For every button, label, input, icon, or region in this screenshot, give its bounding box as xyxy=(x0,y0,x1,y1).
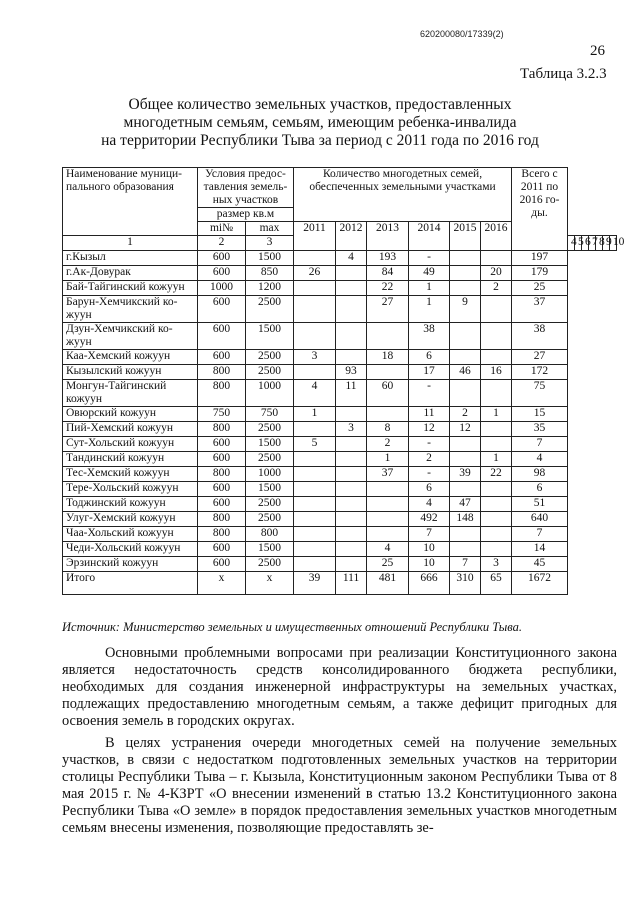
cell-max: 2500 xyxy=(246,452,294,467)
totals-row xyxy=(63,572,617,595)
cell-total: 4 xyxy=(512,452,568,467)
cell-2011 xyxy=(294,467,336,482)
cell-2014: 17 xyxy=(409,365,450,380)
cell-2011 xyxy=(294,323,336,350)
table-row xyxy=(63,557,617,572)
totals-2012: 111 xyxy=(336,572,367,595)
cell-total: 6 xyxy=(512,482,568,497)
cell-2014: 12 xyxy=(409,422,450,437)
header-conditions: Условия предос-тавления земель-ных участков xyxy=(198,168,294,208)
cell-2015 xyxy=(450,266,481,281)
totals-2016: 65 xyxy=(481,572,512,595)
cell-total: 14 xyxy=(512,542,568,557)
title-line: на территории Республики Тыва за период с 2011 года по 2016 год xyxy=(101,132,539,149)
cell-2016 xyxy=(481,422,512,437)
cell-total: 25 xyxy=(512,281,568,296)
cell-2013: 4 xyxy=(367,542,409,557)
cell-2016: 1 xyxy=(481,452,512,467)
cell-2016 xyxy=(481,296,512,323)
document-id: 620200080/17339(2) xyxy=(420,29,504,39)
cell-2013: 193 xyxy=(367,251,409,266)
cell-max: 2500 xyxy=(246,497,294,512)
cell-2013: 37 xyxy=(367,467,409,482)
cell-max: 750 xyxy=(246,407,294,422)
cell-2016 xyxy=(481,251,512,266)
cell-2015 xyxy=(450,482,481,497)
cell-2014: 1 xyxy=(409,296,450,323)
cell-2013 xyxy=(367,527,409,542)
header-year: 2014 xyxy=(409,222,450,251)
title-line: многодетным семьям, семьям, имеющим ребенка-инвалида xyxy=(123,114,517,131)
cell-2016 xyxy=(481,542,512,557)
cell-2016: 16 xyxy=(481,365,512,380)
cell-2016 xyxy=(481,380,512,407)
column-number: 1 xyxy=(63,236,198,251)
cell-max: 2500 xyxy=(246,296,294,323)
cell-2014: 6 xyxy=(409,482,450,497)
cell-2013 xyxy=(367,512,409,527)
title-line: Общее количество земельных участков, предоставленных xyxy=(128,96,512,113)
cell-name: Каа-Хемский кожуун xyxy=(63,350,198,365)
cell-2016 xyxy=(481,527,512,542)
cell-min: 800 xyxy=(198,365,246,380)
cell-min: 600 xyxy=(198,266,246,281)
cell-2012: 93 xyxy=(336,365,367,380)
cell-2014: 492 xyxy=(409,512,450,527)
cell-name: Тандинский кожуун xyxy=(63,452,198,467)
totals-2013: 481 xyxy=(367,572,409,595)
cell-2016: 3 xyxy=(481,557,512,572)
cell-min: 1000 xyxy=(198,281,246,296)
cell-2012 xyxy=(336,323,367,350)
cell-max: 1500 xyxy=(246,323,294,350)
header-municipality: Наименование муници-пального образования xyxy=(63,168,198,236)
table-row xyxy=(63,437,617,452)
cell-name: Чеди-Хольский кожуун xyxy=(63,542,198,557)
table-row xyxy=(63,527,617,542)
cell-2013: 27 xyxy=(367,296,409,323)
body-paragraph: Основными проблемными вопросами при реализации Конституционного закона является недостаточность средств консолидированного бюджета республики, необходимых для создания инженерной инфраструктуры на земельных участках, подлежащих предоставлению многодетным семьям, а также дефицит пригодных для освоения земель в городских округах. xyxy=(62,645,617,729)
cell-2012 xyxy=(336,467,367,482)
cell-2011 xyxy=(294,422,336,437)
page-number: 26 xyxy=(590,43,605,59)
cell-2011 xyxy=(294,296,336,323)
cell-2014: 2 xyxy=(409,452,450,467)
cell-2014: 11 xyxy=(409,407,450,422)
cell-2012: 3 xyxy=(336,422,367,437)
cell-2016 xyxy=(481,482,512,497)
cell-2015: 46 xyxy=(450,365,481,380)
cell-total: 37 xyxy=(512,296,568,323)
cell-max: 1200 xyxy=(246,281,294,296)
cell-2013: 1 xyxy=(367,452,409,467)
cell-max: 2500 xyxy=(246,422,294,437)
cell-2015: 9 xyxy=(450,296,481,323)
cell-min: 600 xyxy=(198,542,246,557)
cell-2015: 148 xyxy=(450,512,481,527)
cell-min: 600 xyxy=(198,482,246,497)
cell-min: 600 xyxy=(198,296,246,323)
cell-2014: 10 xyxy=(409,557,450,572)
cell-name: Эрзинский кожуун xyxy=(63,557,198,572)
cell-2011 xyxy=(294,251,336,266)
cell-2012 xyxy=(336,527,367,542)
cell-2015: 12 xyxy=(450,422,481,437)
cell-2013: 60 xyxy=(367,380,409,407)
cell-total: 15 xyxy=(512,407,568,422)
cell-2014: 38 xyxy=(409,323,450,350)
totals-max: х xyxy=(246,572,294,595)
cell-min: 800 xyxy=(198,527,246,542)
cell-2015: 2 xyxy=(450,407,481,422)
cell-2011 xyxy=(294,452,336,467)
table-row xyxy=(63,323,617,350)
cell-total: 75 xyxy=(512,380,568,407)
cell-2015 xyxy=(450,452,481,467)
cell-2012 xyxy=(336,482,367,497)
cell-2015 xyxy=(450,437,481,452)
cell-2012 xyxy=(336,542,367,557)
cell-min: 600 xyxy=(198,437,246,452)
table-row xyxy=(63,380,617,407)
header-year: 2016 xyxy=(481,222,512,251)
cell-2013 xyxy=(367,482,409,497)
cell-name: Овюрский кожуун xyxy=(63,407,198,422)
table-row xyxy=(63,497,617,512)
table-row xyxy=(63,365,617,380)
cell-2012: 11 xyxy=(336,380,367,407)
cell-min: 600 xyxy=(198,323,246,350)
cell-2015: 7 xyxy=(450,557,481,572)
cell-2013: 8 xyxy=(367,422,409,437)
cell-2012 xyxy=(336,407,367,422)
cell-name: Тере-Хольский кожуун xyxy=(63,482,198,497)
header-count: Количество многодетных семей, обеспеченных земельными участками xyxy=(294,168,512,222)
cell-2015 xyxy=(450,350,481,365)
cell-2011 xyxy=(294,512,336,527)
cell-2014: 7 xyxy=(409,527,450,542)
cell-2016: 22 xyxy=(481,467,512,482)
cell-name: г.Ак-Довурак xyxy=(63,266,198,281)
column-number: 7 xyxy=(588,236,595,251)
cell-2013: 84 xyxy=(367,266,409,281)
cell-total: 38 xyxy=(512,323,568,350)
cell-2013: 18 xyxy=(367,350,409,365)
cell-2013 xyxy=(367,365,409,380)
cell-2012 xyxy=(336,557,367,572)
cell-2016 xyxy=(481,350,512,365)
column-number: 5 xyxy=(575,236,582,251)
cell-2012 xyxy=(336,512,367,527)
cell-min: 800 xyxy=(198,512,246,527)
cell-max: 850 xyxy=(246,266,294,281)
cell-max: 2500 xyxy=(246,350,294,365)
table-row xyxy=(63,452,617,467)
cell-min: 600 xyxy=(198,557,246,572)
cell-2011 xyxy=(294,497,336,512)
table-row xyxy=(63,350,617,365)
cell-name: Сут-Хольский кожуун xyxy=(63,437,198,452)
body-paragraph: В целях устранения очереди многодетных семей на получение земельных участков, в связи с недостатком подготовленных земельных участков на территории столицы Республики Тыва – г. Кызыла, Конституционным законом Республики Тыва от 8 мая 2015 г. № 4-КЗРТ «О внесении изменений в статью 13.2 Конституционного закона Республики Тыва «О земле» в порядок предоставления земельных участков многодетным семьям внесены изменения, позволяющие предоставлять зе- xyxy=(62,735,617,836)
cell-2011: 1 xyxy=(294,407,336,422)
cell-2014: 6 xyxy=(409,350,450,365)
column-number: 2 xyxy=(198,236,246,251)
cell-2012 xyxy=(336,452,367,467)
source-note: Источник: Министерство земельных и имущественных отношений Республики Тыва. xyxy=(62,620,522,634)
totals-min: х xyxy=(198,572,246,595)
cell-2016 xyxy=(481,512,512,527)
cell-min: 800 xyxy=(198,380,246,407)
totals-2014: 666 xyxy=(409,572,450,595)
table-row xyxy=(63,407,617,422)
cell-2014: 49 xyxy=(409,266,450,281)
cell-2015: 47 xyxy=(450,497,481,512)
cell-2012 xyxy=(336,266,367,281)
cell-max: 2500 xyxy=(246,557,294,572)
table-row xyxy=(63,482,617,497)
cell-2015 xyxy=(450,323,481,350)
cell-2014: - xyxy=(409,251,450,266)
cell-total: 172 xyxy=(512,365,568,380)
table-row xyxy=(63,281,617,296)
cell-total: 197 xyxy=(512,251,568,266)
cell-2014: 10 xyxy=(409,542,450,557)
cell-2012 xyxy=(336,296,367,323)
cell-total: 35 xyxy=(512,422,568,437)
cell-2012 xyxy=(336,281,367,296)
cell-2013 xyxy=(367,323,409,350)
cell-2015 xyxy=(450,251,481,266)
cell-name: Тес-Хемский кожуун xyxy=(63,467,198,482)
cell-2011: 4 xyxy=(294,380,336,407)
cell-2016 xyxy=(481,437,512,452)
cell-min: 600 xyxy=(198,452,246,467)
table-row xyxy=(63,512,617,527)
cell-min: 600 xyxy=(198,350,246,365)
cell-name: Улуг-Хемский кожуун xyxy=(63,512,198,527)
table-row xyxy=(63,296,617,323)
cell-2011 xyxy=(294,527,336,542)
table-row xyxy=(63,251,617,266)
land-plots-table xyxy=(62,167,625,595)
totals-2011: 39 xyxy=(294,572,336,595)
cell-name: Пий-Хемский кожуун xyxy=(63,422,198,437)
cell-2011 xyxy=(294,557,336,572)
header-total: Всего с 2011 по 2016 го-ды. xyxy=(512,168,568,251)
table-number: Таблица 3.2.3 xyxy=(520,66,607,82)
cell-2013: 25 xyxy=(367,557,409,572)
cell-2016: 20 xyxy=(481,266,512,281)
cell-2015: 39 xyxy=(450,467,481,482)
cell-2016: 2 xyxy=(481,281,512,296)
column-number: 10 xyxy=(609,236,616,251)
cell-2014: - xyxy=(409,467,450,482)
header-year: 2012 xyxy=(336,222,367,251)
cell-2011 xyxy=(294,365,336,380)
cell-total: 45 xyxy=(512,557,568,572)
cell-2016: 1 xyxy=(481,407,512,422)
column-number: 4 xyxy=(568,236,575,251)
cell-2015 xyxy=(450,281,481,296)
cell-max: 1000 xyxy=(246,380,294,407)
cell-2013: 22 xyxy=(367,281,409,296)
cell-2013: 2 xyxy=(367,437,409,452)
header-year: 2013 xyxy=(367,222,409,251)
cell-name: г.Кызыл xyxy=(63,251,198,266)
cell-name: Тоджинский кожуун xyxy=(63,497,198,512)
totals-total: 1672 xyxy=(512,572,568,595)
table-row xyxy=(63,422,617,437)
header-min: mi№ xyxy=(198,222,246,236)
cell-2011: 5 xyxy=(294,437,336,452)
header-max: max xyxy=(246,222,294,236)
cell-2014: - xyxy=(409,437,450,452)
cell-name: Кызылский кожуун xyxy=(63,365,198,380)
cell-max: 1500 xyxy=(246,251,294,266)
cell-max: 2500 xyxy=(246,365,294,380)
cell-2016 xyxy=(481,323,512,350)
cell-2016 xyxy=(481,497,512,512)
cell-2013 xyxy=(367,497,409,512)
cell-2012 xyxy=(336,437,367,452)
cell-min: 600 xyxy=(198,251,246,266)
cell-total: 7 xyxy=(512,527,568,542)
table-row xyxy=(63,542,617,557)
cell-2012: 4 xyxy=(336,251,367,266)
cell-total: 98 xyxy=(512,467,568,482)
cell-2011 xyxy=(294,281,336,296)
cell-2014: 4 xyxy=(409,497,450,512)
totals-2015: 310 xyxy=(450,572,481,595)
cell-min: 600 xyxy=(198,497,246,512)
column-number: 9 xyxy=(602,236,609,251)
cell-2013 xyxy=(367,407,409,422)
cell-total: 27 xyxy=(512,350,568,365)
header-year: 2011 xyxy=(294,222,336,251)
cell-name: Чаа-Хольский кожуун xyxy=(63,527,198,542)
cell-2014: - xyxy=(409,380,450,407)
cell-total: 179 xyxy=(512,266,568,281)
cell-max: 1000 xyxy=(246,467,294,482)
table-row xyxy=(63,266,617,281)
cell-name: Барун-Хемчикский ко-жуун xyxy=(63,296,198,323)
table-title xyxy=(60,96,580,150)
cell-min: 800 xyxy=(198,467,246,482)
cell-total: 7 xyxy=(512,437,568,452)
cell-max: 2500 xyxy=(246,512,294,527)
cell-2015 xyxy=(450,542,481,557)
table-body xyxy=(63,251,617,572)
table-row xyxy=(63,467,617,482)
column-number: 8 xyxy=(595,236,602,251)
cell-max: 1500 xyxy=(246,482,294,497)
cell-total: 51 xyxy=(512,497,568,512)
cell-max: 1500 xyxy=(246,542,294,557)
column-number: 6 xyxy=(581,236,588,251)
cell-2015 xyxy=(450,527,481,542)
cell-min: 800 xyxy=(198,422,246,437)
cell-2015 xyxy=(450,380,481,407)
cell-name: Дзун-Хемчикский ко-жуун xyxy=(63,323,198,350)
header-year: 2015 xyxy=(450,222,481,251)
cell-max: 1500 xyxy=(246,437,294,452)
header-size: размер кв.м xyxy=(198,208,294,222)
cell-2011 xyxy=(294,482,336,497)
cell-total: 640 xyxy=(512,512,568,527)
cell-2011 xyxy=(294,542,336,557)
cell-name: Бай-Тайгинский кожуун xyxy=(63,281,198,296)
cell-max: 800 xyxy=(246,527,294,542)
cell-2012 xyxy=(336,497,367,512)
column-number: 3 xyxy=(246,236,294,251)
cell-name: Монгун-Тайгинский кожуун xyxy=(63,380,198,407)
cell-2012 xyxy=(336,350,367,365)
cell-2011: 3 xyxy=(294,350,336,365)
cell-2014: 1 xyxy=(409,281,450,296)
cell-min: 750 xyxy=(198,407,246,422)
totals-label: Итого xyxy=(63,572,198,595)
cell-2011: 26 xyxy=(294,266,336,281)
